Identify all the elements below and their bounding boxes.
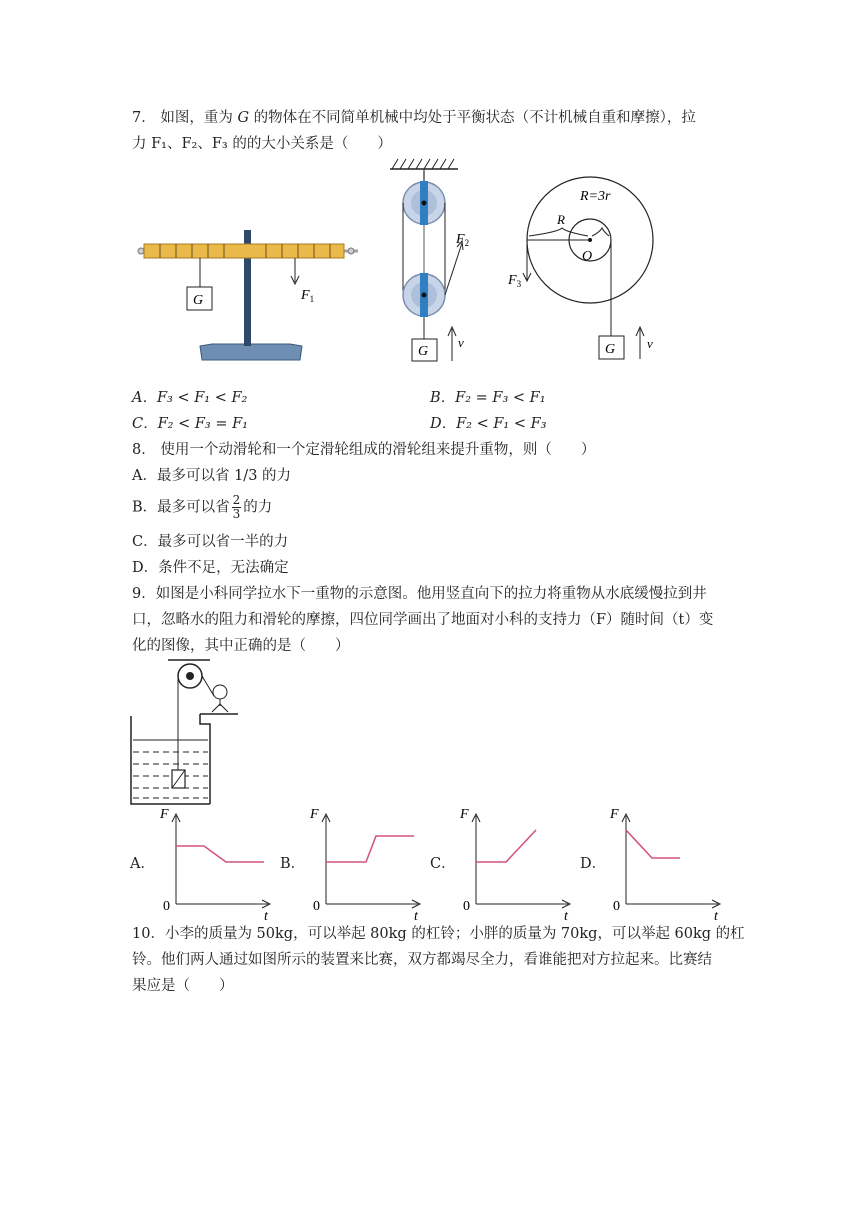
q8-option-b[interactable]: B．最多可以省 $\frac{2}{3}$ 的力: [132, 493, 273, 521]
force-label-f1: $F_1$: [301, 288, 315, 304]
q9-line1: 9．如图是小科同学拉水下一重物的示意图。他用竖直向下的拉力将重物从水底缓慢拉到井: [132, 586, 707, 602]
q7-line1: 7． 如图，重为 G 的物体在不同简单机械中均处于平衡状态（不计机械自重和摩擦），拉: [132, 110, 696, 126]
weight-label-pulley: G: [418, 344, 429, 359]
well-figure: [128, 656, 248, 806]
velocity-label-wheel: v: [647, 336, 653, 351]
graph-option-label[interactable]: B．: [280, 856, 306, 872]
graph-option-label[interactable]: D．: [580, 856, 607, 872]
ft-graph: [156, 800, 276, 924]
q10-line1: 10．小李的质量为 50kg，可以举起 80kg 的杠铃；小胖的质量为 70kg，可以举起 60kg 的杠: [132, 926, 745, 942]
xlabel-t: t: [564, 909, 568, 924]
graph-option-label[interactable]: C．: [430, 856, 456, 872]
ylabel-f: F: [310, 807, 319, 822]
graph-option-label[interactable]: A．: [130, 856, 155, 872]
q7-option-d[interactable]: D．F₂ < F₁ < F₃: [430, 416, 547, 432]
ft-curve: [326, 836, 414, 862]
ylabel-f: F: [610, 807, 619, 822]
ft-curve: [626, 830, 680, 858]
pulley-figure: [380, 155, 490, 370]
ylabel-f: F: [160, 807, 169, 822]
q9-line2: 口，忽略水的阻力和滑轮的摩擦，四位同学画出了地面对小科的支持力（F）随时间（t）变: [132, 612, 714, 628]
q7-option-a[interactable]: A．F₃ < F₁ < F₂: [132, 390, 248, 406]
weight-label-wheel: G: [605, 342, 616, 357]
xlabel-t: t: [414, 909, 418, 924]
ft-graph: [606, 800, 726, 924]
center-label: O: [582, 249, 593, 264]
radius-big-label: R=3r: [580, 189, 611, 204]
radius-small-label: R: [557, 212, 565, 227]
force-label-f2: $F_2$: [456, 232, 470, 248]
q10-line2: 铃。他们两人通过如图所示的装置来比赛，双方都竭尽全力，看谁能把对方拉起来。比赛结: [132, 952, 712, 968]
weight-label-lever: G: [193, 293, 204, 308]
wheel-axle-figure: [502, 160, 662, 370]
q8-option-c[interactable]: C．最多可以省一半的力: [132, 534, 289, 550]
q8-option-a[interactable]: A．最多可以省 1/3 的力: [132, 468, 292, 484]
xlabel-t: t: [714, 909, 718, 924]
ft-graph: [456, 800, 576, 924]
q7-option-c[interactable]: C．F₂ < F₃ = F₁: [132, 416, 248, 432]
ft-curve: [176, 846, 264, 862]
q7-line2: 力 F₁、F₂、F₃ 的的大小关系是（ ）: [132, 136, 392, 152]
force-label-f3: $F_3$: [508, 273, 522, 289]
velocity-label-pulley: v: [458, 335, 464, 350]
q10-line3: 果应是（ ）: [132, 978, 234, 994]
origin-label: 0: [613, 899, 620, 914]
ft-curve: [476, 830, 536, 862]
xlabel-t: t: [264, 909, 268, 924]
q8-option-d[interactable]: D．条件不足，无法确定: [132, 560, 289, 576]
origin-label: 0: [313, 899, 320, 914]
q7-option-b[interactable]: B．F₂ = F₃ < F₁: [430, 390, 546, 406]
origin-label: 0: [163, 899, 170, 914]
origin-label: 0: [463, 899, 470, 914]
fraction-two-thirds: $\frac{2}{3}$: [232, 493, 241, 521]
ft-graph: [306, 800, 426, 924]
q9-line3: 化的图像，其中正确的是（ ）: [132, 638, 350, 654]
lever-figure: [130, 168, 370, 368]
q8-stem: 8． 使用一个动滑轮和一个定滑轮组成的滑轮组来提升重物，则（ ）: [132, 442, 596, 458]
ylabel-f: F: [460, 807, 469, 822]
